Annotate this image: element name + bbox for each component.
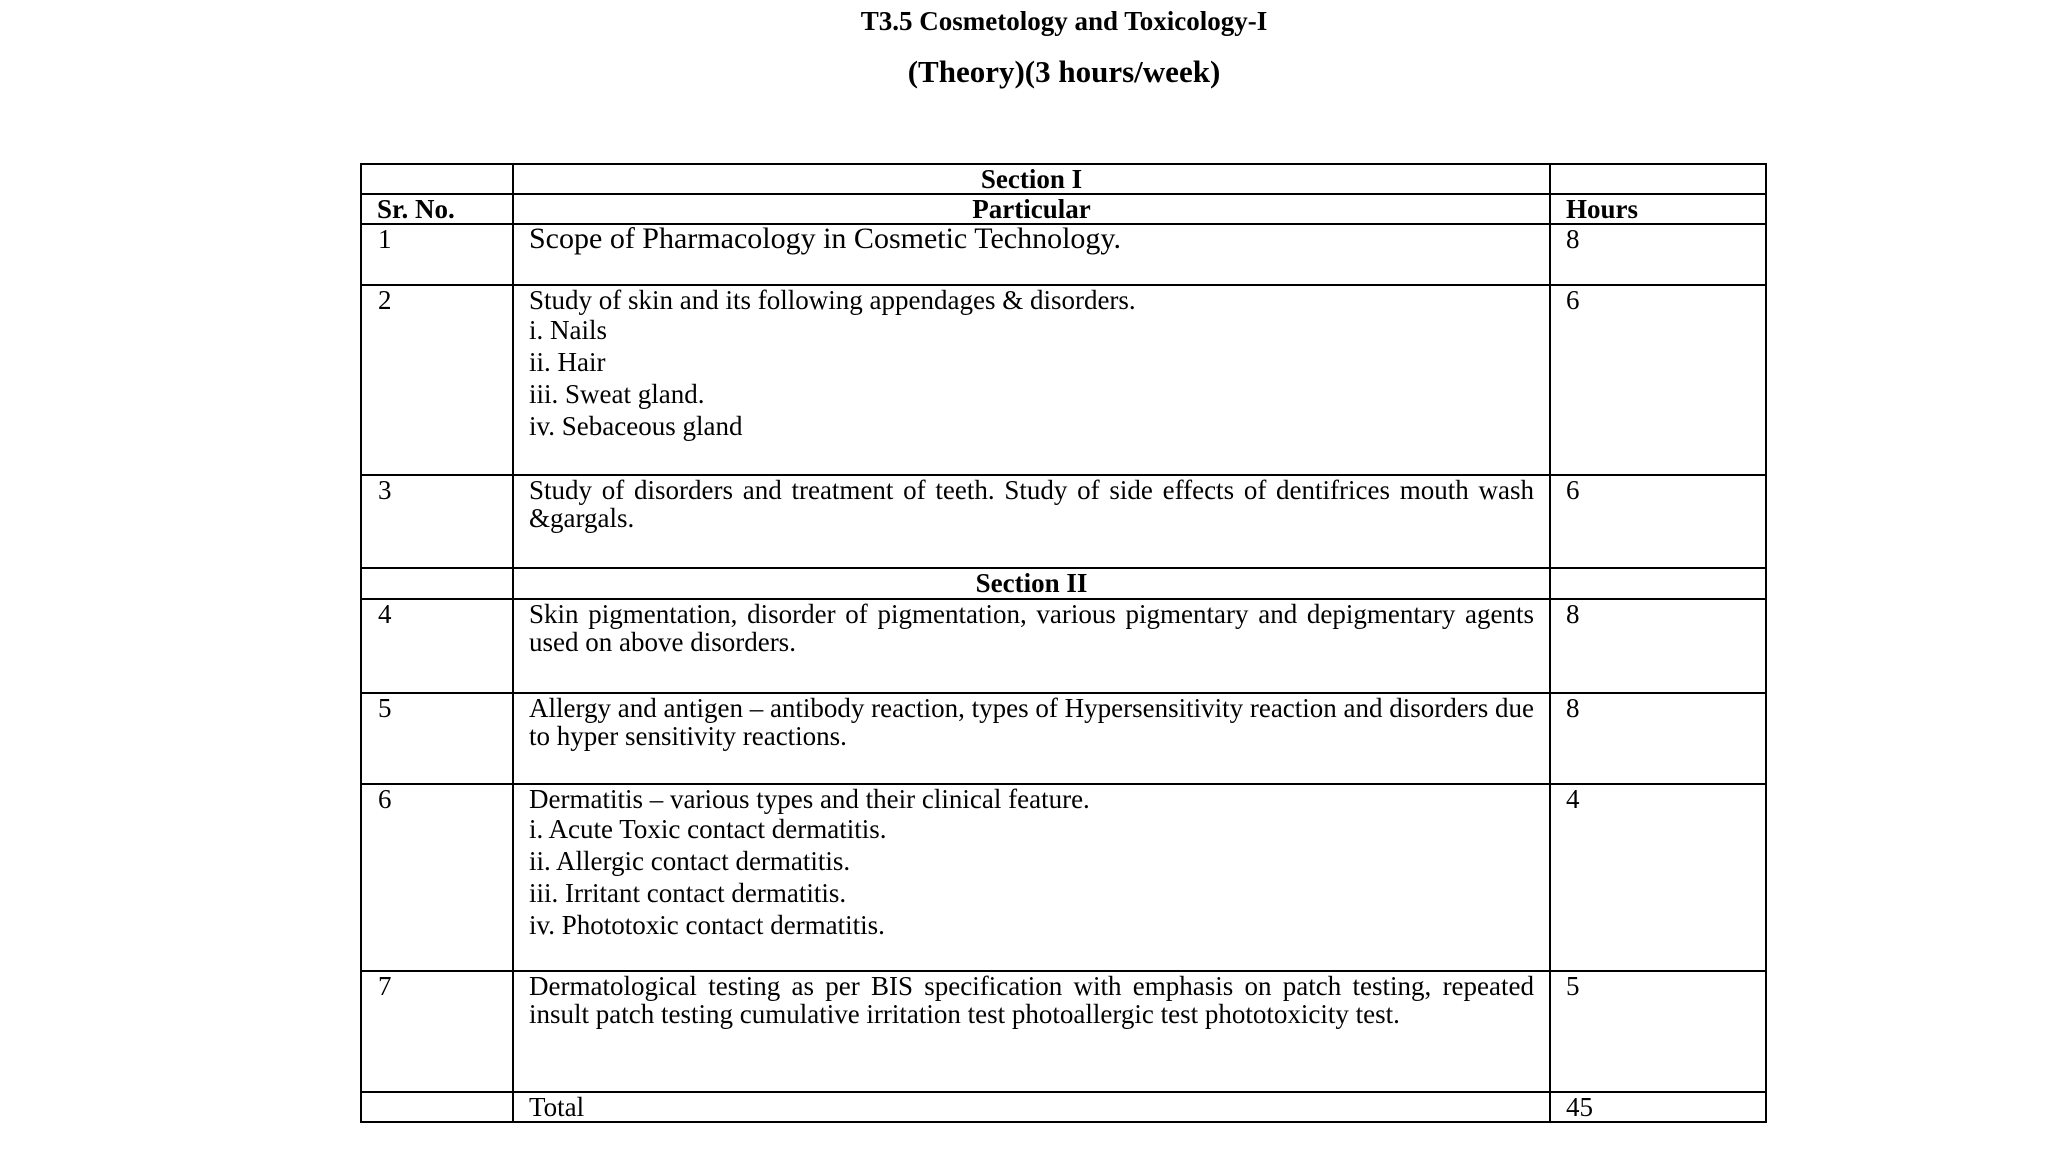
- column-header-row: [361, 194, 1766, 224]
- row-particular: Skin pigmentation, disorder of pigmentation, various pigmentary and depigmentary agents used on above disorders.: [513, 599, 1550, 693]
- section-header-row: [361, 568, 1766, 599]
- row-particular: Dermatological testing as per BIS specification with emphasis on patch testing, repeated insult patch testing cumulative irritation test photoallergic test phototoxicity test.: [513, 971, 1550, 1092]
- row-sr-no: 2: [361, 285, 513, 475]
- row-hours: 6: [1550, 285, 1766, 475]
- row-particular-text: Study of skin and its following appendages & disorders.: [529, 285, 1136, 315]
- document-title: T3.5 Cosmetology and Toxicology-I: [860, 6, 1268, 36]
- table-row: [361, 285, 1766, 475]
- list-item: ii. Allergic contact dermatitis.: [529, 846, 851, 876]
- row-sr-no: 7: [361, 971, 513, 1092]
- list-item: iv. Phototoxic contact dermatitis.: [529, 910, 885, 940]
- row-hours: 8: [1550, 224, 1766, 285]
- row-hours: 4: [1550, 784, 1766, 971]
- list-item: iv. Sebaceous gland: [529, 411, 743, 441]
- row-sr-no: 1: [361, 224, 513, 285]
- row-particular: [513, 784, 1550, 971]
- total-hours: 45: [1550, 1092, 1766, 1122]
- table-row: [361, 475, 1766, 568]
- row-sr-no: 5: [361, 693, 513, 784]
- row-hours: 6: [1550, 475, 1766, 568]
- row-sr-no: 6: [361, 784, 513, 971]
- row-hours: 8: [1550, 599, 1766, 693]
- list-item: i. Nails: [529, 315, 607, 345]
- syllabus-table: [360, 163, 1767, 1123]
- header-sr-no: Sr. No.: [361, 194, 513, 224]
- list-item: i. Acute Toxic contact dermatitis.: [529, 814, 887, 844]
- table-row: [361, 971, 1766, 1092]
- list-item: iii. Irritant contact dermatitis.: [529, 878, 847, 908]
- table-row: [361, 224, 1766, 285]
- row-sr-no: 4: [361, 599, 513, 693]
- row-hours: 8: [1550, 693, 1766, 784]
- row-particular: Study of disorders and treatment of teeth. Study of side effects of dentifrices mouth wash &gargals.: [513, 475, 1550, 568]
- list-item: ii. Hair: [529, 347, 606, 377]
- list-item: iii. Sweat gland.: [529, 379, 705, 409]
- section-header-row: [361, 164, 1766, 194]
- row-sr-no: 3: [361, 475, 513, 568]
- document-subtitle: (Theory)(3 hours/week): [907, 54, 1221, 89]
- section-2-label: Section II: [513, 568, 1550, 599]
- row-particular: Allergy and antigen – antibody reaction, types of Hypersensitivity reaction and disorders due to hyper sensitivity reactions.: [513, 693, 1550, 784]
- row-particular: Scope of Pharmacology in Cosmetic Technology.: [513, 224, 1550, 285]
- header-particular: Particular: [513, 194, 1550, 224]
- total-row: [361, 1092, 1766, 1122]
- table-row: [361, 693, 1766, 784]
- table-row: [361, 784, 1766, 971]
- row-hours: 5: [1550, 971, 1766, 1092]
- total-label: Total: [513, 1092, 1550, 1122]
- section-1-label: Section I: [513, 164, 1550, 194]
- row-particular: [513, 285, 1550, 475]
- header-hours: Hours: [1550, 194, 1766, 224]
- row-particular-text: Dermatitis – various types and their clinical feature.: [529, 784, 1090, 814]
- table-row: [361, 599, 1766, 693]
